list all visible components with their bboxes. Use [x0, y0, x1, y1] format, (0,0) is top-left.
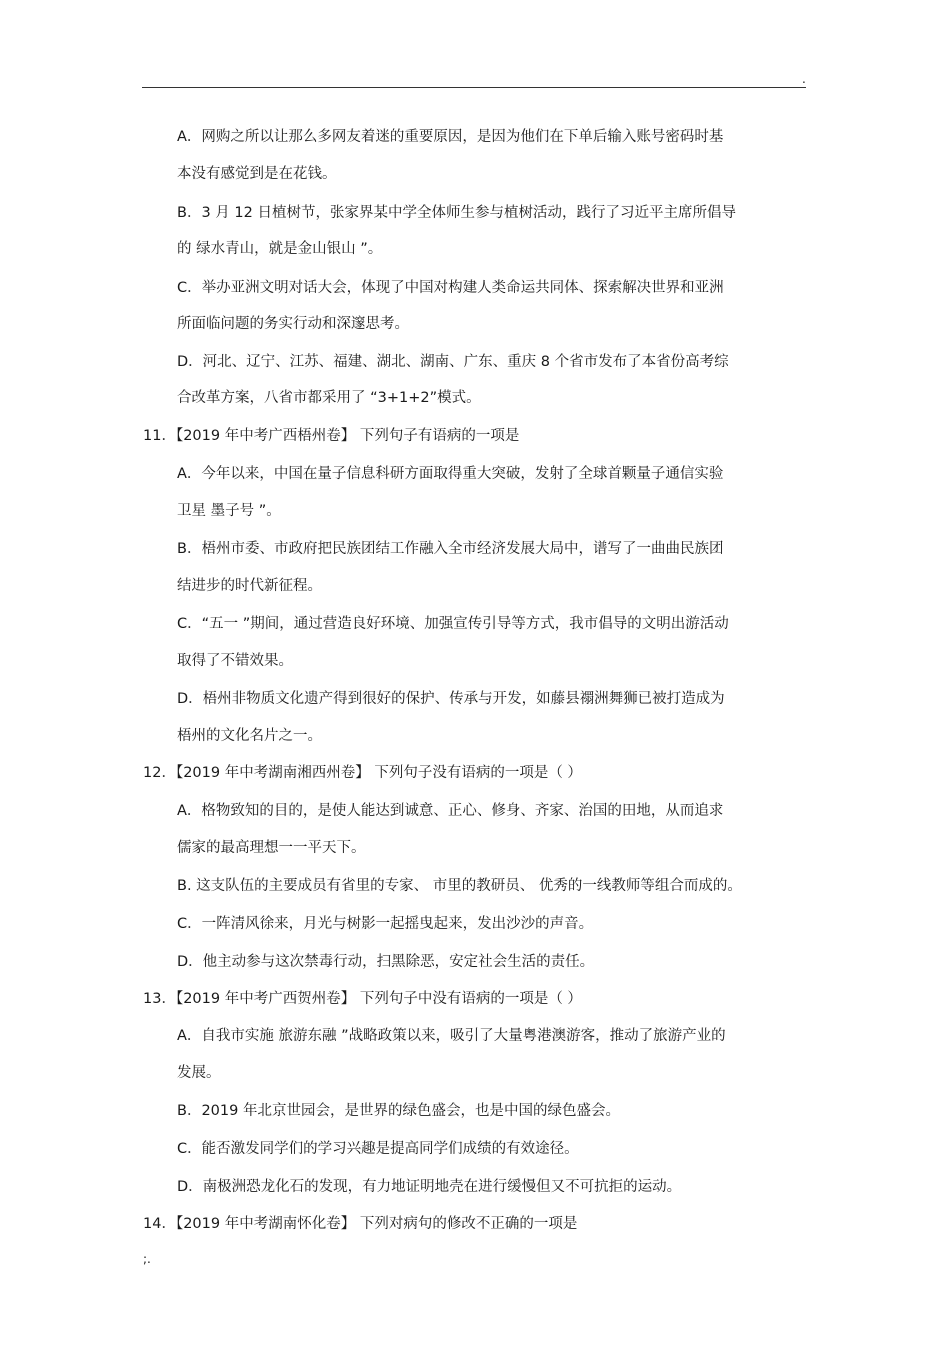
text-line: D．河北、辽宁、江苏、福建、湖北、湖南、广东、重庆 8 个省市发布了本省份高考综 [177, 354, 729, 370]
header-rule [142, 87, 806, 88]
text-line: 结进步的时代新征程。 [177, 578, 322, 594]
text-line: B．3 月 12 日植树节，张家界某中学全体师生参与植树活动，践行了习近平主席所倡导 [177, 205, 736, 221]
text-line: 本没有感觉到是在花钱。 [177, 166, 337, 182]
text-line: 卫星 墨子号 ”。 [177, 503, 281, 519]
question-heading-12: 12．【2019 年中考湖南湘西州卷】 下列句子没有语病的一项是（ ） [143, 765, 582, 781]
question-heading-14: 14．【2019 年中考湖南怀化卷】 下列对病句的修改不正确的一项是 [143, 1216, 578, 1232]
question-heading-11: 11．【2019 年中考广西梧州卷】 下列句子有语病的一项是 [143, 428, 520, 444]
text-line: 梧州的文化名片之一。 [177, 728, 322, 744]
text-line: C．举办亚洲文明对话大会，体现了中国对构建人类命运共同体、探索解决世界和亚洲 [177, 280, 724, 296]
text-line: D．他主动参与这次禁毒行动，扫黑除恶，安定社会生活的责任。 [177, 954, 595, 970]
question-heading-13: 13．【2019 年中考广西贺州卷】 下列句子中没有语病的一项是（ ） [143, 991, 582, 1007]
text-line: B．梧州市委、市政府把民族团结工作融入全市经济发展大局中，谱写了一曲曲民族团 [177, 541, 724, 557]
text-line: 所面临问题的务实行动和深邃思考。 [177, 316, 409, 332]
text-line: C．能否激发同学们的学习兴趣是提高同学们成绩的有效途径。 [177, 1141, 579, 1157]
header-mark: . [802, 72, 806, 86]
text-line: A．格物致知的目的，是使人能达到诚意、正心、修身、齐家、治国的田地，从而追求 [177, 803, 724, 819]
text-line: D．南极洲恐龙化石的发现，有力地证明地壳在进行缓慢但又不可抗拒的运动。 [177, 1179, 682, 1195]
text-line: A．今年以来，中国在量子信息科研方面取得重大突破，发射了全球首颗量子通信实验 [177, 466, 724, 482]
text-line: C．一阵清风徐来，月光与树影一起摇曳起来，发出沙沙的声音。 [177, 916, 594, 932]
text-line: 儒家的最高理想一一平天下。 [177, 840, 366, 856]
text-line: C．“五一 ”期间，通过营造良好环境、加强宣传引导等方式，我市倡导的文明出游活动 [177, 616, 729, 632]
text-line: 取得了不错效果。 [177, 653, 293, 669]
text-line: A．自我市实施 旅游东融 ”战略政策以来，吸引了大量粤港澳游客，推动了旅游产业的 [177, 1028, 726, 1044]
text-line: 合改革方案，八省市都采用了 “3+1+2”模式。 [177, 390, 481, 406]
text-line: B．2019 年北京世园会，是世界的绿色盛会，也是中国的绿色盛会。 [177, 1103, 620, 1119]
text-line: 的 绿水青山，就是金山银山 ”。 [177, 241, 383, 257]
text-line: B. 这支队伍的主要成员有省里的专家、 市里的教研员、 优秀的一线教师等组合而成的。 [177, 878, 742, 894]
text-line: A．网购之所以让那么多网友着迷的重要原因，是因为他们在下单后输入账号密码时基 [177, 129, 724, 145]
text-line: D．梧州非物质文化遗产得到很好的保护、传承与开发，如藤县禤洲舞狮已被打造成为 [177, 691, 725, 707]
footer-mark: ;. [143, 1252, 151, 1266]
text-line: 发展。 [177, 1065, 221, 1081]
